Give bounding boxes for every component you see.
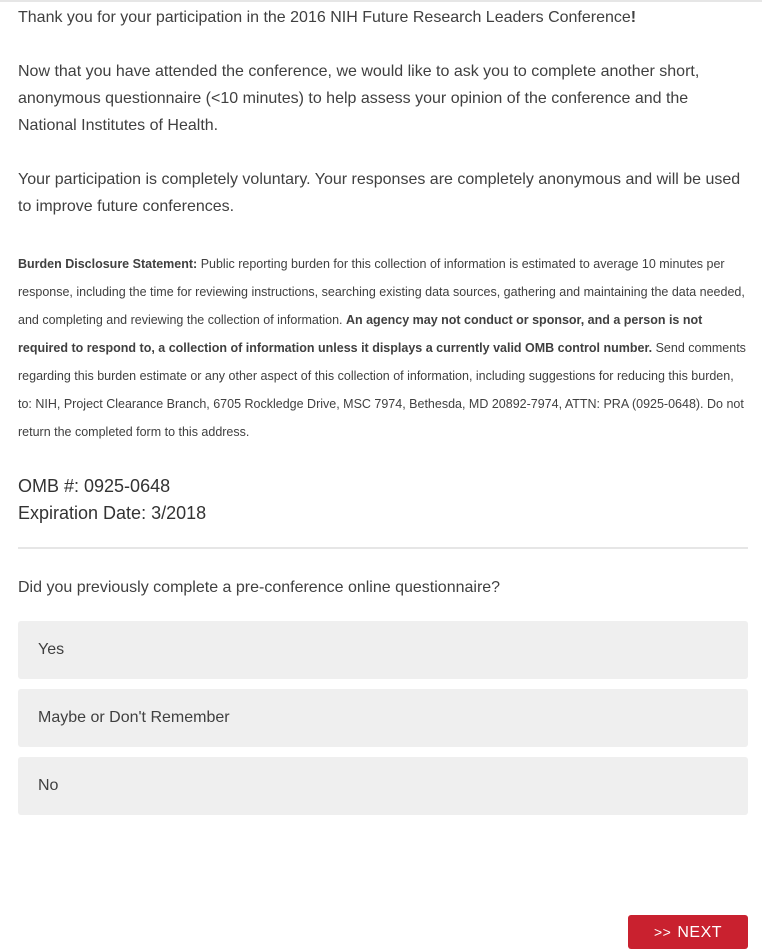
next-chevron-icon: >> [653, 924, 672, 940]
next-label: NEXT [677, 924, 723, 941]
choice-yes[interactable]: Yes [18, 621, 748, 679]
choice-maybe[interactable]: Maybe or Don't Remember [18, 689, 748, 747]
burden-disclosure [18, 250, 748, 446]
next-button[interactable] [628, 915, 748, 949]
expiration-date: Expiration Date: 3/2018 [18, 503, 207, 523]
burden-text-2: Send comments regarding this burden estimate or any other aspect of this collection of information, including suggestions for reducing this burden, to: NIH, Project Clearance Branch, 6705 Rockledge Drive, MSC 7974, Bethesda, MD 20892-7974, ATTN: PRA (0925-0648). Do not return the completed form to this address. [18, 341, 746, 439]
question-text: Did you previously complete a pre-conference online questionnaire? [18, 579, 501, 596]
burden-heading: Burden Disclosure Statement: [18, 257, 198, 271]
section-divider [18, 547, 748, 549]
omb-number: OMB #: 0925-0648 [18, 476, 171, 496]
burden-text-1: Public reporting burden for this collection of information is estimated to average 10 minutes per response, including the time for reviewing instructions, searching existing data sources, gathering and maintaining the data needed, and completing and reviewing the collection of information. [18, 257, 745, 327]
choice-no[interactable]: No [18, 757, 748, 815]
survey-intro [18, 2, 748, 527]
thanks-bang: ! [630, 9, 637, 26]
voluntary-paragraph: Your participation is completely voluntary. Your responses are completely anonymous and will be used to improve future conferences. [18, 171, 741, 215]
thanks-paragraph [18, 4, 748, 31]
thanks-text: Thank you for your participation in the 2016 NIH Future Research Leaders Conference [18, 9, 631, 26]
request-paragraph: Now that you have attended the conference, we would like to ask you to complete another short, anonymous questionnaire (<10 minutes) to help assess your opinion of the conference and the National Institutes of Health. [18, 63, 700, 134]
burden-bold-text: An agency may not conduct or sponsor, and a person is not required to respond to, a collection of information unless it displays a currently valid OMB control number. [18, 313, 703, 355]
